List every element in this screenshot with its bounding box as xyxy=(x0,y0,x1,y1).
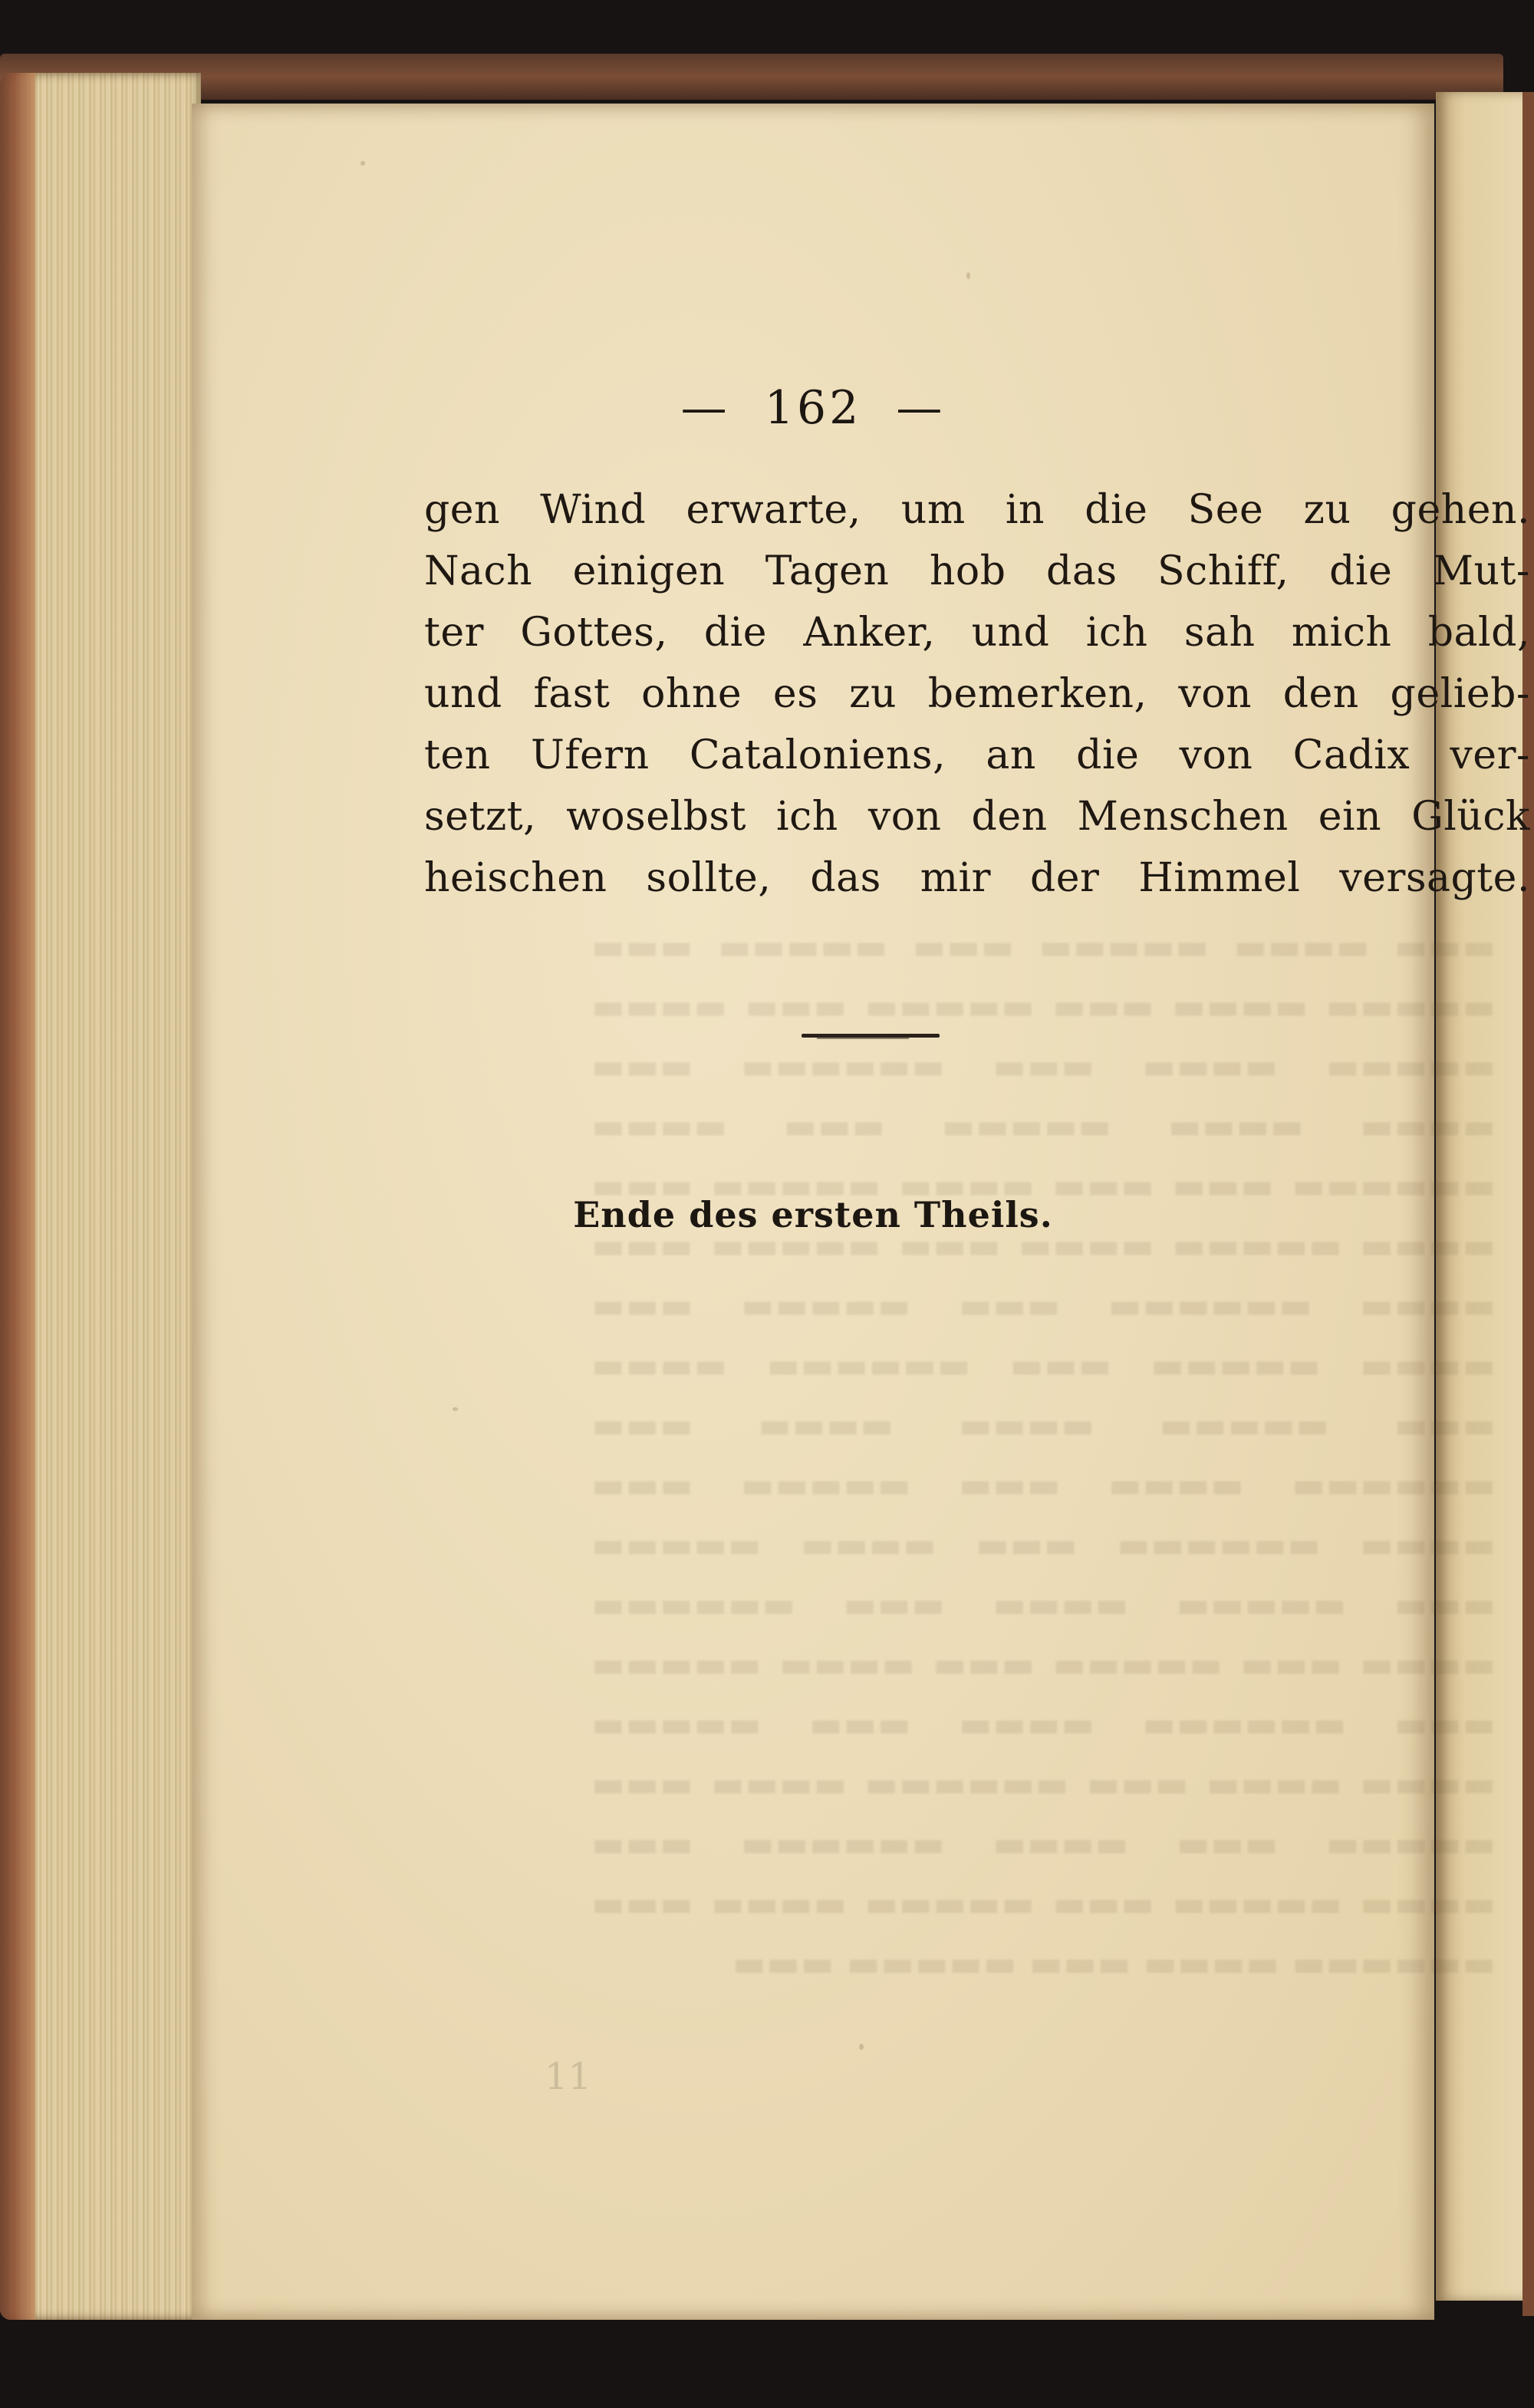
book-page xyxy=(192,104,1530,2320)
header-dash-right: — xyxy=(896,381,946,435)
body-text-block xyxy=(424,479,1530,909)
text-line: Nach einigen Tagen hob das Schiff, die Mut- xyxy=(424,548,1530,594)
header-dash-left: — xyxy=(680,381,730,435)
book-cover-edge xyxy=(0,54,1503,100)
section-divider-rule xyxy=(802,1034,940,1038)
end-of-part-line: Ende des ersten Theils. xyxy=(573,1194,1053,1235)
page-number: 162 xyxy=(764,381,862,435)
signature-mark: 11 xyxy=(545,2055,592,2098)
page-edges-stack xyxy=(0,73,201,2320)
paper-speck xyxy=(360,161,365,166)
binding-edge-right xyxy=(1522,92,1534,2316)
text-line: ter Gottes, die Anker, und ich sah mich bald, xyxy=(424,610,1530,656)
paper-speck xyxy=(1342,564,1346,567)
text-line: heischen sollte, das mir der Himmel versagte. xyxy=(424,855,1530,901)
page-number-header xyxy=(192,381,1434,435)
text-line: gen Wind erwarte, um in die See zu gehen. xyxy=(424,487,1530,533)
paper-speck xyxy=(453,1407,458,1411)
paper-speck xyxy=(859,2044,864,2050)
text-line: und fast ohne es zu bemerken, von den gelieb- xyxy=(424,671,1530,717)
text-line: ten Ufern Cataloniens, an die von Cadix ver- xyxy=(424,732,1530,778)
text-line: setzt, woselbst ich von den Menschen ein Glück xyxy=(424,794,1530,840)
paper-speck xyxy=(966,272,970,279)
show-through-text: ▬▬▬ ▬▬▬▬ ▬▬▬▬▬ ▬▬▬ ▬▬▬▬▬ ▬▬▬ ▬▬▬▬▬ ▬▬▬▬ ▬▬▬ ▬▬▬▬▬ ▬▬▬ ▬▬▬▬ ▬▬▬▬▬ ▬▬▬▬ ▬▬▬ ▬▬▬▬▬▬ ▬▬▬ ▬▬▬▬ ▬▬▬▬ ▬▬▬▬▬ ▬▬▬ ▬▬▬▬ ▬▬▬▬▬▬ ▬▬▬ ▬▬▬ ▬▬▬▬ ▬▬▬▬▬ ▬▬▬ ▬▬▬▬ ▬▬▬▬▬ ▬▬▬▬ ▬▬▬ ▬▬▬▬▬ ▬▬▬ ▬▬▬▬ ▬▬▬▬▬▬ ▬▬▬ ▬▬▬▬▬ ▬▬▬ ▬▬▬▬ ▬▬▬▬▬ ▬▬▬ ▬▬▬▬▬▬ ▬▬▬▬ ▬▬▬ ▬▬▬▬▬ ▬▬▬▬ ▬▬▬▬ ▬▬▬ ▬▬▬▬▬▬ ▬▬▬▬ ▬▬▬ ▬▬▬▬▬ ▬▬▬ ▬▬▬▬ ▬▬▬▬▬▬ ▬▬▬ ▬▬▬▬ ▬▬▬▬▬ ▬▬▬ ▬▬▬▬▬ ▬▬▬▬ ▬▬▬ ▬▬▬▬▬▬ ▬▬▬▬ ▬▬▬ ▬▬▬▬▬ ▬▬▬ ▬▬▬▬ ▬▬▬▬▬ ▬▬▬ ▬▬▬▬▬▬ ▬▬▬▬ ▬▬▬ ▬▬▬▬▬ ▬▬▬▬ ▬▬▬▬ ▬▬▬ ▬▬▬▬▬▬ ▬▬▬▬ ▬▬▬ ▬▬▬▬▬ ▬▬▬ ▬▬▬▬ ▬▬▬▬▬▬ ▬▬▬ ▬▬▬▬ ▬▬▬▬▬ ▬▬▬ ▬▬▬▬▬ ▬▬▬▬ ▬▬▬ ▬▬▬▬▬▬ ▬▬▬▬ ▬▬▬ ▬▬▬▬▬ ▬▬▬ xyxy=(591,926,1496,1984)
